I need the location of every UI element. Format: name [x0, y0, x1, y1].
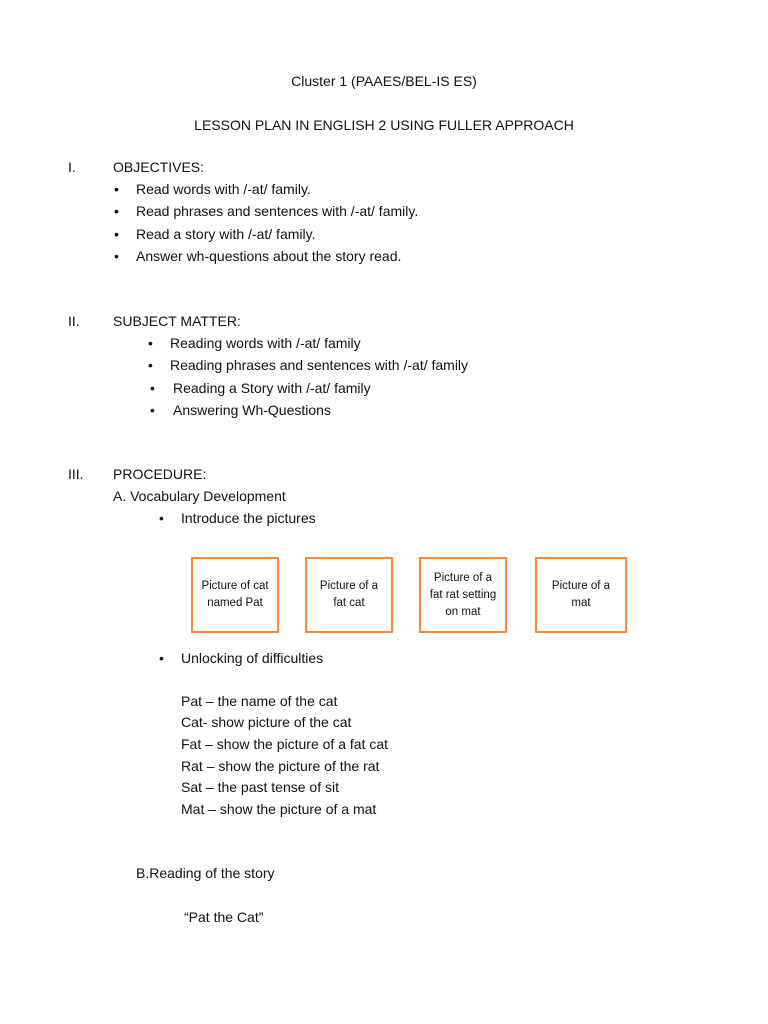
subject-item: Reading a Story with /-at/ family — [173, 380, 371, 396]
picture-box-label: Picture of cat named Pat — [201, 580, 269, 609]
picture-box-fat-cat — [305, 557, 393, 633]
picture-box-label: Picture of a mat — [551, 580, 611, 609]
bullet-icon: • — [114, 203, 119, 219]
objective-item: Read phrases and sentences with /-at/ family. — [136, 203, 419, 219]
section-2-heading: SUBJECT MATTER: — [113, 313, 241, 329]
section-1-number: I. — [68, 159, 76, 175]
picture-box-fat-rat-on-mat — [419, 557, 507, 633]
vocab-item: Sat – the past tense of sit — [181, 779, 339, 795]
bullet-icon: • — [150, 380, 155, 396]
document-title: LESSON PLAN IN ENGLISH 2 USING FULLER APPROACH — [194, 117, 574, 133]
subject-item: Answering Wh-Questions — [173, 402, 331, 418]
picture-box-mat — [535, 557, 627, 633]
bullet-icon: • — [114, 248, 119, 264]
subsection-a-heading: A. Vocabulary Development — [113, 488, 286, 504]
objective-item: Read a story with /-at/ family. — [136, 226, 316, 242]
unlocking-difficulties-item: Unlocking of difficulties — [181, 650, 324, 666]
bullet-icon: • — [148, 357, 153, 373]
bullet-icon: • — [159, 650, 164, 666]
subject-item: Reading words with /-at/ family — [170, 335, 361, 351]
picture-box-cat-named-pat — [191, 557, 279, 633]
vocab-item: Pat – the name of the cat — [181, 693, 338, 709]
bullet-icon: • — [114, 181, 119, 197]
document-cluster-header: Cluster 1 (PAAES/BEL-IS ES) — [291, 73, 477, 89]
section-3-heading: PROCEDURE: — [113, 466, 207, 482]
picture-box-label: Picture of a fat cat — [319, 580, 379, 609]
section-1-heading: OBJECTIVES: — [113, 159, 205, 175]
vocab-item: Rat – show the picture of the rat — [181, 758, 380, 774]
bullet-icon: • — [114, 226, 119, 242]
section-3-number: III. — [68, 466, 84, 482]
bullet-icon: • — [150, 402, 155, 418]
introduce-pictures-item: Introduce the pictures — [181, 510, 316, 526]
vocab-item: Fat – show the picture of a fat cat — [181, 736, 388, 752]
objective-item: Read words with /-at/ family. — [136, 181, 311, 197]
vocab-item: Mat – show the picture of a mat — [181, 801, 377, 817]
bullet-icon: • — [148, 335, 153, 351]
section-2-number: II. — [68, 313, 80, 329]
subject-item: Reading phrases and sentences with /-at/ family — [170, 357, 469, 373]
story-title: “Pat the Cat” — [184, 909, 264, 925]
objective-item: Answer wh-questions about the story read. — [136, 248, 402, 264]
bullet-icon: • — [159, 510, 164, 526]
vocab-item: Cat- show picture of the cat — [181, 714, 352, 730]
picture-box-label: Picture of a fat rat setting on mat — [429, 571, 497, 618]
subsection-b-heading: B.Reading of the story — [136, 865, 275, 881]
